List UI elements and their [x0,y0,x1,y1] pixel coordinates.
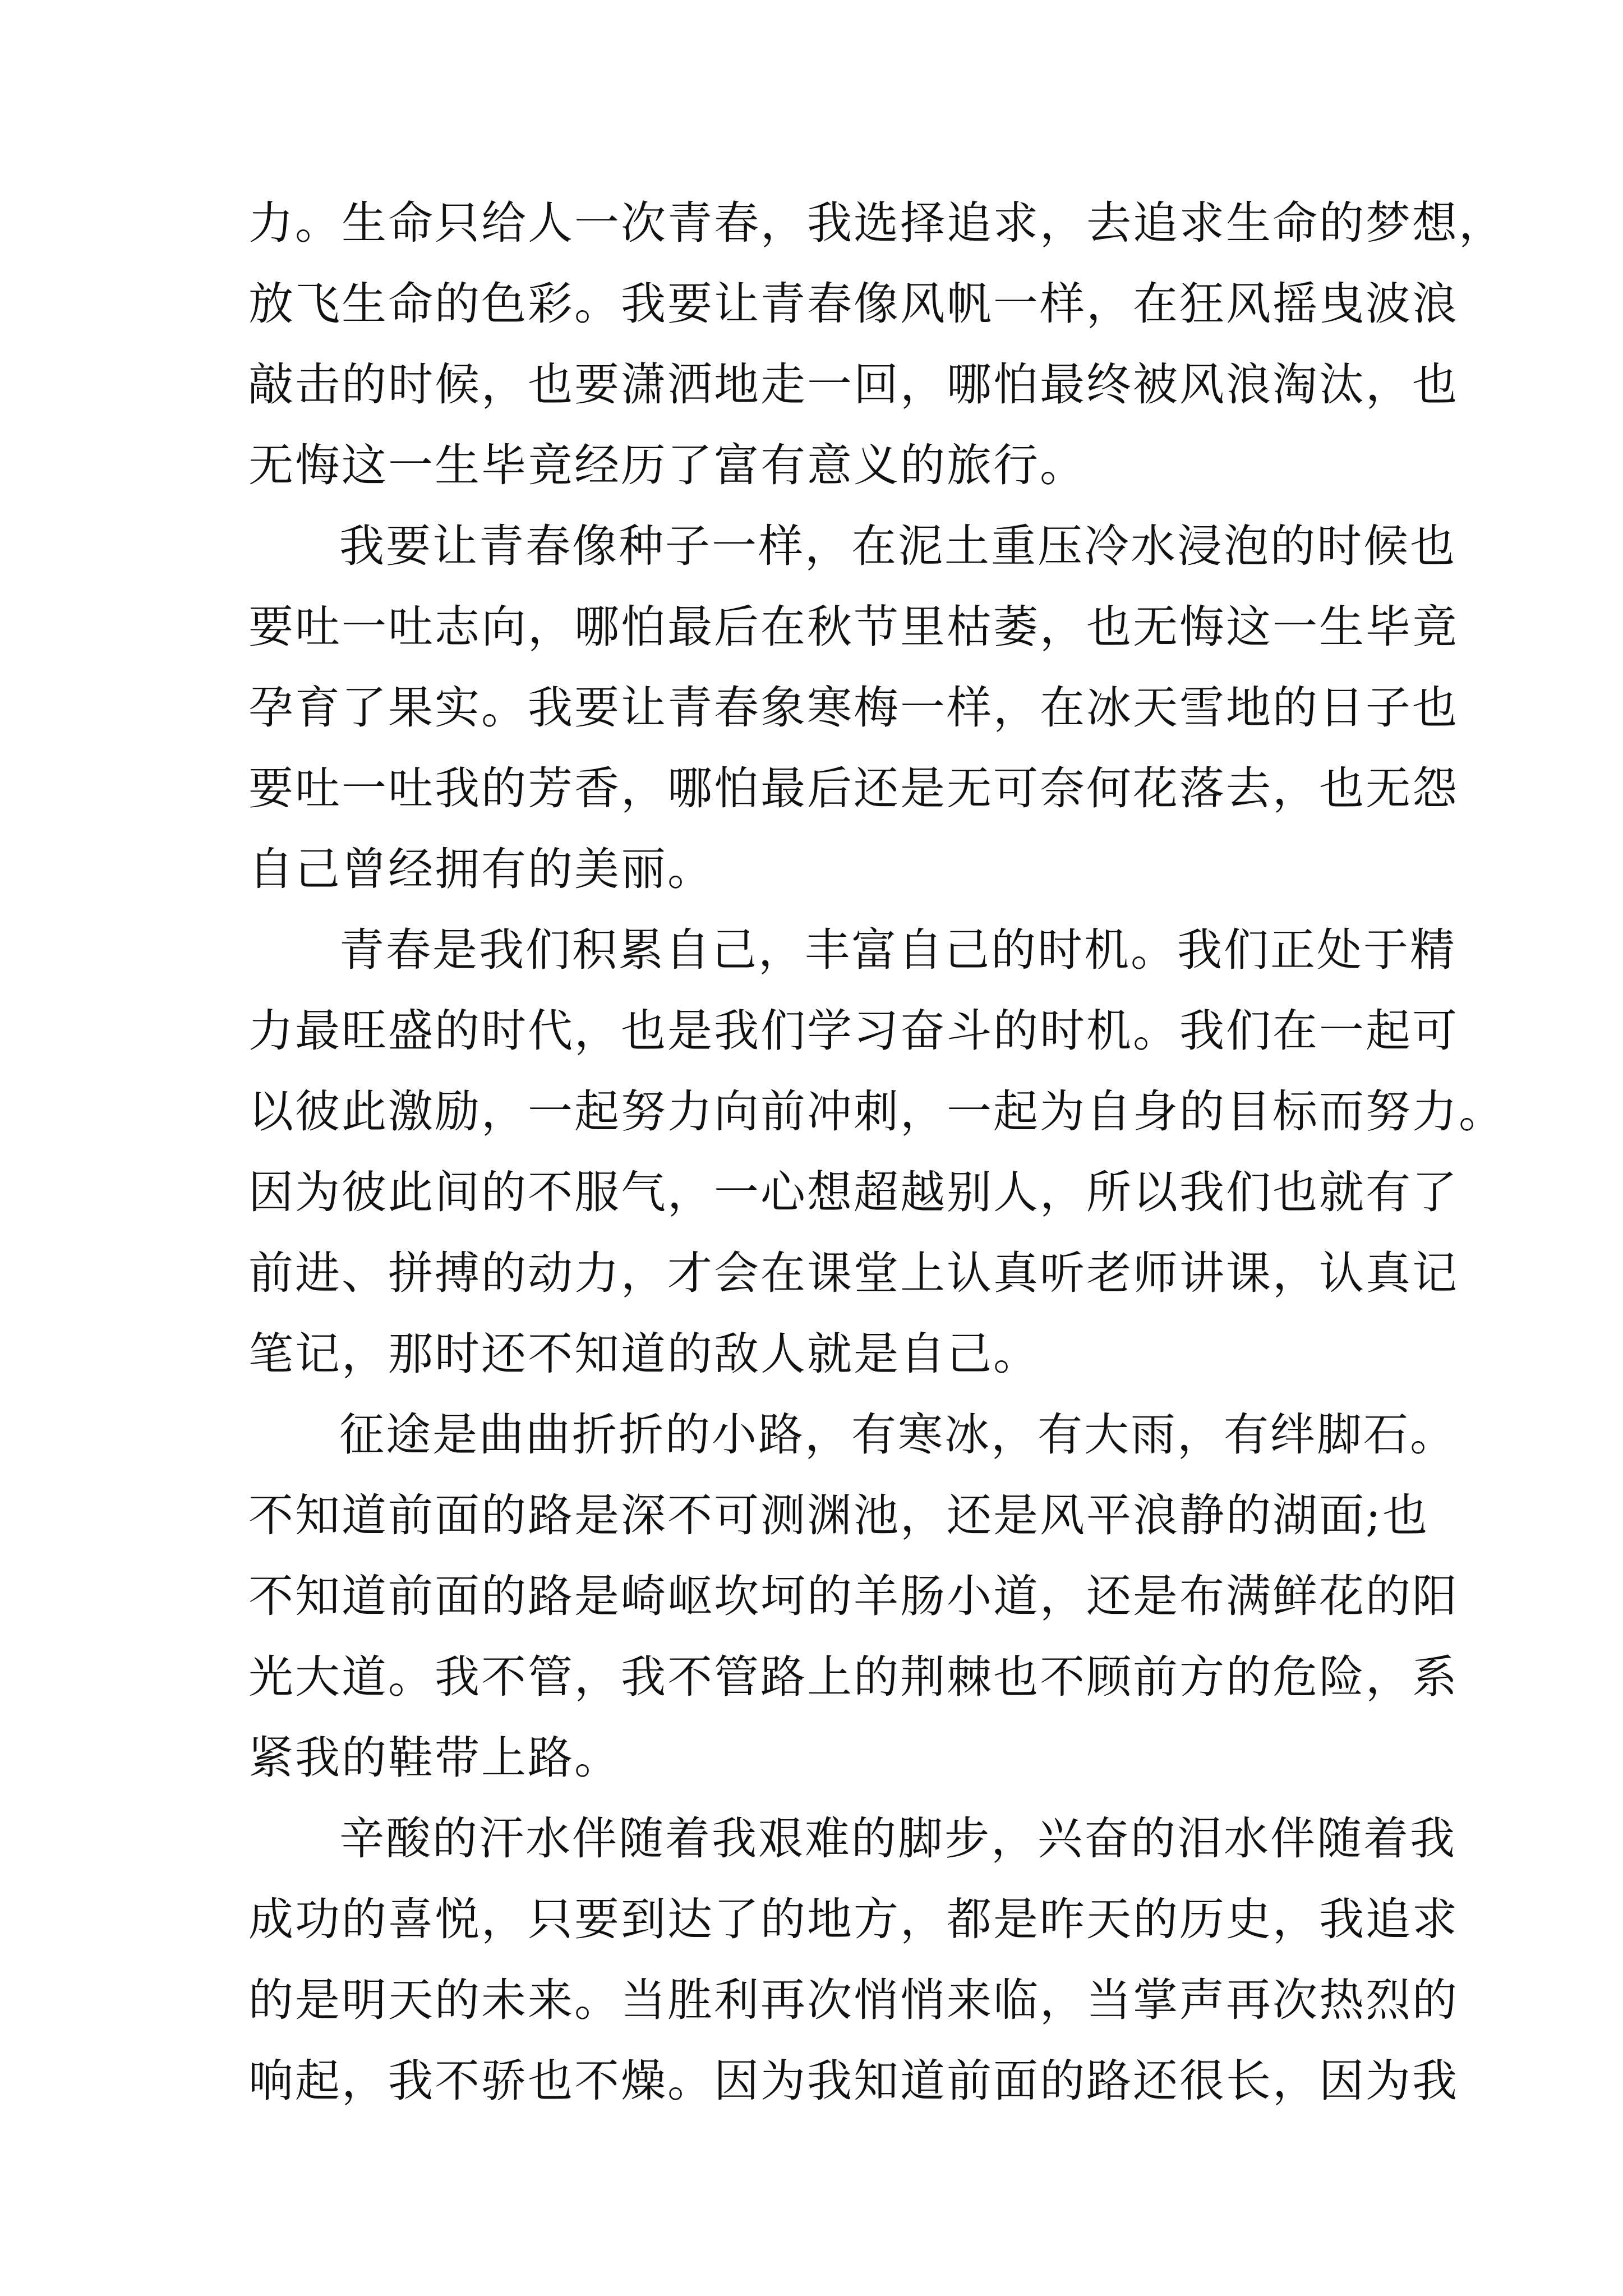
text-line: 孕育了果实。我要让青春象寒梅一样，在冰天雪地的日子也 [248,682,1459,734]
text-line: 光大道。我不管，我不管路上的荆棘也不顾前方的危险，系 [248,1651,1459,1703]
text-line: 无悔这一生毕竟经历了富有意义的旅行。 [248,439,1086,491]
text-line: 前进、拼搏的动力，才会在课堂上认真听老师讲课，认真记 [248,1247,1459,1299]
paragraph-first-line: 征途是曲曲折折的小路，有寒冰，有大雨，有绊脚石。 [339,1409,1456,1461]
text-line: 自己曾经拥有的美丽。 [248,843,714,895]
text-line: 笔记，那时还不知道的敌人就是自己。 [248,1328,1040,1380]
text-line: 紧我的鞋带上路。 [248,1732,621,1784]
text-line: 放飞生命的色彩。我要让青春像风帆一样，在狂风摇曳波浪 [248,278,1459,330]
text-line: 敲击的时候，也要潇洒地走一回，哪怕最终被风浪淘汰，也 [248,358,1459,411]
text-line: 以彼此激励，一起努力向前冲刺，一起为自身的目标而努力。 [248,1085,1505,1138]
paragraph-first-line: 辛酸的汗水伴随着我艰难的脚步，兴奋的泪水伴随着我 [339,1812,1456,1865]
text-line: 响起，我不骄也不燥。因为我知道前面的路还很长，因为我 [248,2055,1459,2107]
text-line: 不知道前面的路是崎岖坎坷的羊肠小道，还是布满鲜花的阳 [248,1570,1459,1622]
paragraph-first-line: 青春是我们积累自己，丰富自己的时机。我们正处于精 [339,924,1456,976]
text-line: 力最旺盛的时代，也是我们学习奋斗的时机。我们在一起可 [248,1005,1459,1057]
text-line: 的是明天的未来。当胜利再次悄悄来临，当掌声再次热烈的 [248,1974,1459,2026]
text-line: 成功的喜悦，只要到达了的地方，都是昨天的历史，我追求 [248,1893,1459,1945]
text-line: 因为彼此间的不服气，一心想超越别人，所以我们也就有了 [248,1166,1459,1218]
text-line: 要吐一吐我的芳香，哪怕最后还是无可奈何花落去，也无怨 [248,762,1459,815]
text-line: 力。生命只给人一次青春，我选择追求，去追求生命的梦想， [248,197,1505,249]
text-line: 要吐一吐志向，哪怕最后在秋节里枯萎，也无悔这一生毕竟 [248,601,1459,653]
text-line: 不知道前面的路是深不可测渊池，还是风平浪静的湖面;也 [248,1489,1429,1542]
paragraph-first-line: 我要让青春像种子一样，在泥土重压冷水浸泡的时候也 [339,520,1456,572]
